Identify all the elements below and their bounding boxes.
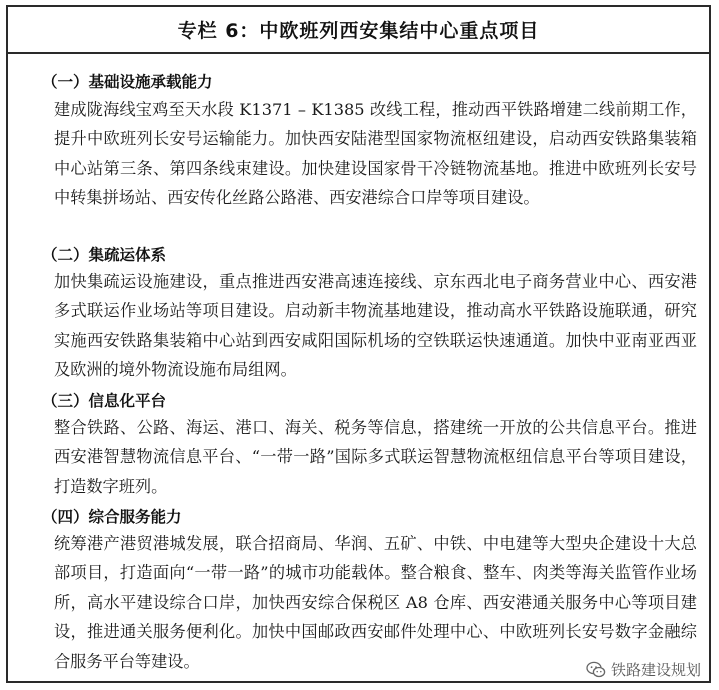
section-heading-3: （三）信息化平台 <box>42 392 167 410</box>
box-title: 专栏 6：中欧班列西安集结中心重点项目 <box>8 7 709 54</box>
section-body-4: 统筹港产港贸港城发展，联合招商局、华润、五矿、中铁、中电建等大型央企建设十大总部项目，打造面向“一带一路”的城市功能载体。整合粮食、整车、肉类等海关监管作业场所，高水平建设综合口岸，加快西安综合保税区 A8 仓库、西安港通关服务中心等项目建设，推进通关服务便利化。加快中国邮政西安邮件处理中心、中欧班列长安号数字金融综合服务平台等建设。 <box>54 534 697 671</box>
watermark <box>584 659 703 680</box>
section-body-3: 整合铁路、公路、海运、港口、海关、税务等信息，搭建统一开放的公共信息平台。推进西安港智慧物流信息平台、“一带一路”国际多式联运智慧物流枢纽信息平台等项目建设，打造数字班列。 <box>54 418 697 496</box>
box-content <box>8 54 709 681</box>
section-body-1: 建成陇海线宝鸡至天水段 K1371 – K1385 改线工程，推动西平铁路增建二线前期工作，提升中欧班列长安号运输能力。加快西安陆港型国家物流枢纽建设，启动西安铁路集装箱中心站第三条、第四条线束建设。加快建设国家骨干冷链物流基地。推进中欧班列长安号中转集拼场站、西安传化丝路公路港、西安港综合口岸等项目建设。 <box>54 100 697 208</box>
section-heading-1: （一）基础设施承载能力 <box>42 73 213 91</box>
watermark-text: 铁路建设规划 <box>610 661 701 679</box>
section-heading-4: （四）综合服务能力 <box>42 508 182 526</box>
wechat-icon <box>586 660 606 680</box>
column-box <box>6 5 711 683</box>
section-body-2: 加快集疏运设施建设，重点推进西安港高速连接线、京东西北电子商务营业中心、西安港多式联运作业场站等项目建设。启动新丰物流基地建设，推动高水平铁路设施联通，研究实施西安铁路集装箱中心站到西安咸阳国际机场的空铁联运快速通道。加快中亚南亚西亚及欧洲的境外物流设施布局组网。 <box>54 272 697 380</box>
section-heading-2: （二）集疏运体系 <box>42 246 167 264</box>
